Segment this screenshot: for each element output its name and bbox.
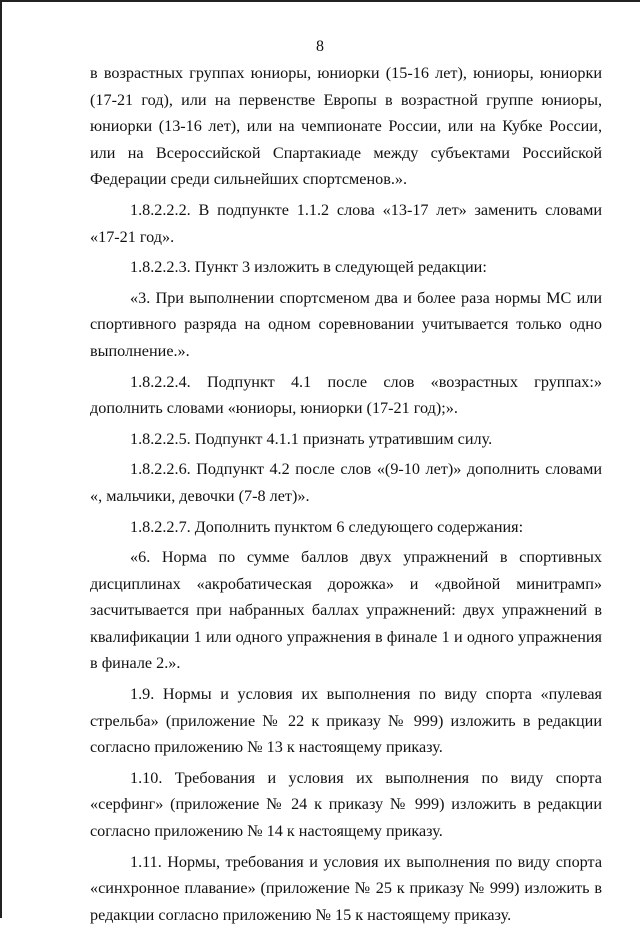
page-number: 8 — [316, 38, 324, 55]
scan-edge-left — [0, 0, 2, 918]
paragraph-1-10: 1.10. Требования и условия их выполнения по виду спорта «серфинг» (приложение № 24 к приказу № 999) изложить в редакции согласно приложению № 14 к настоящему приказу. — [90, 768, 602, 841]
paragraph-1-8-2-2-5: 1.8.2.2.5. Подпункт 4.1.1 признать утратившим силу. — [130, 429, 493, 448]
paragraph-quote-3: «3. При выполнении спортсменом два и более раза нормы МС или спортивного разряда на одном соревновании учитывается только одно выполнение.». — [90, 288, 602, 360]
paragraph-1-8-2-2-3: 1.8.2.2.3. Пункт 3 изложить в следующей редакции: — [130, 258, 487, 277]
paragraph-1-8-2-2-2: 1.8.2.2.2. В подпункте 1.1.2 слова «13-17 лет» заменить словами «17-21 год». — [90, 200, 602, 246]
paragraph-1-8-2-2-6: 1.8.2.2.6. Подпункт 4.2 после слов «(9-10 лет)» дополнить словами «, мальчики, девочки (7-8 лет)». — [90, 460, 602, 505]
paragraph-1-11: 1.11. Нормы, требования и условия их выполнения по виду спорта «синхронное плавание» (приложение № 25 к приказу № 999) изложить в редакции согласно приложению № 15 к настоящему приказу. — [90, 852, 602, 924]
paragraph-1-9: 1.9. Нормы и условия их выполнения по виду спорта «пулевая стрельба» (приложение № 22 к приказу № 999) изложить в редакции согласно приложению № 13 к настоящему приказу. — [90, 685, 602, 757]
paragraph-1-8-2-2-7: 1.8.2.2.7. Дополнить пунктом 6 следующего содержания: — [130, 517, 524, 536]
document-body — [90, 60, 602, 928]
scan-edge-top — [0, 0, 640, 2]
paragraph-1-8-2-2-4: 1.8.2.2.4. Подпункт 4.1 после слов «возрастных группах:» дополнить словами «юниоры, юниорки (17-21 год);». — [90, 372, 602, 418]
paragraph-continuation: в возрастных группах юниоры, юниорки (15-16 лет), юниоры, юниорки (17-21 год), или на первенстве Европы в возрастной группе юниоры, юниорки (13-16 лет), или на чемпионате России, или на Кубке России, или на Всероссийской Спартакиаде между субъектами Российской Федерации среди сильнейших спортсменов.». — [90, 64, 602, 189]
paragraph-quote-6: «6. Норма по сумме баллов двух упражнений в спортивных дисциплинах «акробатическая дорожка» и «двойной минитрамп» засчитывается при набранных баллах упражнений: двух упражнений в квалификации 1 или одного упражнения в финале 1 и одного упражнения в финале 2.». — [90, 548, 602, 673]
